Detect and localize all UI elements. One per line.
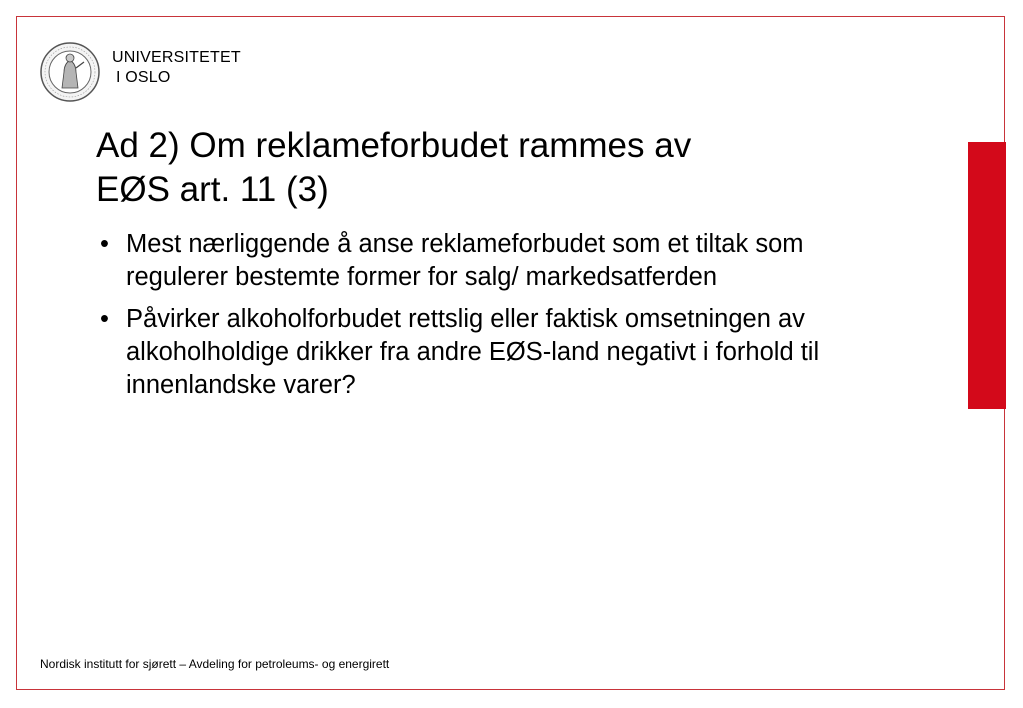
bullet-item: • Mest nærliggende å anse reklameforbudet som et tiltak som regulerer bestemte former for salg/ markedsatferden [100,228,840,294]
accent-bar [968,142,1006,409]
university-name-line2: I OSLO [116,69,171,86]
slide-title-line1: Ad 2) Om reklameforbudet rammes av [96,126,692,165]
university-name [112,48,241,88]
bullet-list [100,228,840,411]
bullet-item: • Påvirker alkoholforbudet rettslig eller faktisk omsetningen av alkoholholdige drikker fra andre EØS-land negativt i forhold til innenlandske varer? [100,303,840,402]
footer-text: Nordisk institutt for sjørett – Avdeling for petroleums- og energirett [40,657,390,671]
slide-title [96,124,856,212]
university-seal-icon [40,42,100,102]
slide-title-line2: EØS art. 11 (3) [96,170,329,209]
university-name-line1: UNIVERSITETET [112,49,241,66]
